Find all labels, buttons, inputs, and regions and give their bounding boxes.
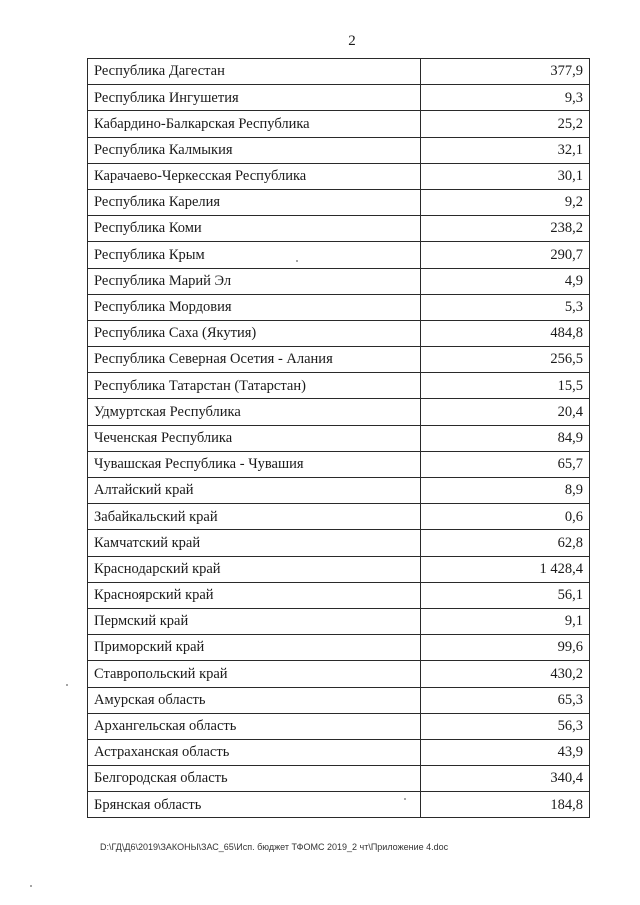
region-name-cell: Пермский край — [88, 608, 421, 634]
table-row — [88, 347, 590, 373]
table-row — [88, 242, 590, 268]
region-name-cell: Архангельская область — [88, 713, 421, 739]
amount-cell: 340,4 — [421, 766, 590, 792]
amount-cell: 0,6 — [421, 504, 590, 530]
table-row — [88, 294, 590, 320]
table-row — [88, 111, 590, 137]
region-name-cell: Республика Татарстан (Татарстан) — [88, 373, 421, 399]
scan-speck — [404, 798, 406, 800]
region-name-cell: Карачаево-Черкесская Республика — [88, 163, 421, 189]
amount-cell: 430,2 — [421, 661, 590, 687]
region-name-cell: Амурская область — [88, 687, 421, 713]
region-name-cell: Красноярский край — [88, 582, 421, 608]
table-row — [88, 216, 590, 242]
region-name-cell: Республика Коми — [88, 216, 421, 242]
region-name-cell: Удмуртская Республика — [88, 399, 421, 425]
regions-table — [87, 58, 590, 818]
amount-cell: 8,9 — [421, 478, 590, 504]
amount-cell: 25,2 — [421, 111, 590, 137]
amount-cell: 84,9 — [421, 425, 590, 451]
region-name-cell: Забайкальский край — [88, 504, 421, 530]
table-row — [88, 608, 590, 634]
region-name-cell: Краснодарский край — [88, 556, 421, 582]
region-name-cell: Чувашская Республика - Чувашия — [88, 451, 421, 477]
amount-cell: 5,3 — [421, 294, 590, 320]
table-row — [88, 661, 590, 687]
table-row — [88, 399, 590, 425]
table-row — [88, 635, 590, 661]
amount-cell: 184,8 — [421, 792, 590, 818]
table-row — [88, 582, 590, 608]
region-name-cell: Республика Марий Эл — [88, 268, 421, 294]
table-row — [88, 739, 590, 765]
region-name-cell: Камчатский край — [88, 530, 421, 556]
region-name-cell: Брянская область — [88, 792, 421, 818]
region-name-cell: Республика Саха (Якутия) — [88, 320, 421, 346]
region-name-cell: Республика Крым — [88, 242, 421, 268]
table-row — [88, 478, 590, 504]
table-row — [88, 792, 590, 818]
amount-cell: 56,1 — [421, 582, 590, 608]
table-row — [88, 59, 590, 85]
amount-cell: 15,5 — [421, 373, 590, 399]
amount-cell: 30,1 — [421, 163, 590, 189]
amount-cell: 290,7 — [421, 242, 590, 268]
table-row — [88, 504, 590, 530]
amount-cell: 9,2 — [421, 189, 590, 215]
amount-cell: 9,1 — [421, 608, 590, 634]
scan-speck — [296, 260, 298, 262]
region-name-cell: Ставропольский край — [88, 661, 421, 687]
region-name-cell: Приморский край — [88, 635, 421, 661]
region-name-cell: Республика Калмыкия — [88, 137, 421, 163]
table-row — [88, 85, 590, 111]
amount-cell: 256,5 — [421, 347, 590, 373]
region-name-cell: Белгородская область — [88, 766, 421, 792]
amount-cell: 9,3 — [421, 85, 590, 111]
amount-cell: 65,7 — [421, 451, 590, 477]
amount-cell: 238,2 — [421, 216, 590, 242]
table-row — [88, 268, 590, 294]
amount-cell: 62,8 — [421, 530, 590, 556]
amount-cell: 99,6 — [421, 635, 590, 661]
scan-speck — [66, 684, 68, 686]
table-row — [88, 320, 590, 346]
table-row — [88, 556, 590, 582]
amount-cell: 377,9 — [421, 59, 590, 85]
amount-cell: 43,9 — [421, 739, 590, 765]
table-row — [88, 425, 590, 451]
amount-cell: 65,3 — [421, 687, 590, 713]
region-name-cell: Республика Северная Осетия - Алания — [88, 347, 421, 373]
table-row — [88, 451, 590, 477]
table-row — [88, 766, 590, 792]
table-row — [88, 163, 590, 189]
amount-cell: 20,4 — [421, 399, 590, 425]
amount-cell: 32,1 — [421, 137, 590, 163]
table-row — [88, 713, 590, 739]
table-row — [88, 373, 590, 399]
amount-cell: 56,3 — [421, 713, 590, 739]
table-row — [88, 189, 590, 215]
region-name-cell: Республика Мордовия — [88, 294, 421, 320]
amount-cell: 4,9 — [421, 268, 590, 294]
scan-speck — [30, 885, 32, 887]
table-row — [88, 137, 590, 163]
region-name-cell: Чеченская Республика — [88, 425, 421, 451]
table-row — [88, 687, 590, 713]
amount-cell: 1 428,4 — [421, 556, 590, 582]
region-name-cell: Кабардино-Балкарская Республика — [88, 111, 421, 137]
region-name-cell: Алтайский край — [88, 478, 421, 504]
region-name-cell: Республика Ингушетия — [88, 85, 421, 111]
table-row — [88, 530, 590, 556]
document-file-path: D:\ГД\Д6\2019\ЗАКОНЫ\ЗАС_65\Исп. бюджет ТФОМС 2019_2 чт\Приложение 4.doc — [100, 842, 449, 852]
regions-table-body — [88, 59, 590, 818]
region-name-cell: Республика Карелия — [88, 189, 421, 215]
region-name-cell: Астраханская область — [88, 739, 421, 765]
amount-cell: 484,8 — [421, 320, 590, 346]
page-number: 2 — [348, 33, 356, 49]
region-name-cell: Республика Дагестан — [88, 59, 421, 85]
